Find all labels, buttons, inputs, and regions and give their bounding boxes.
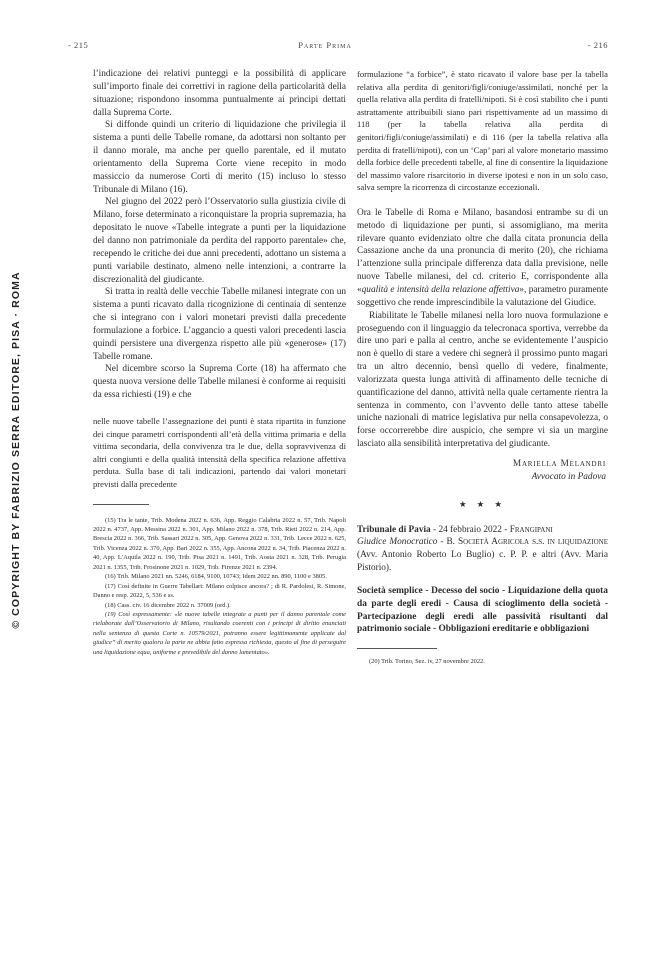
case-heading: Società semplice - Decesso del socio - Liquidazione della quota da parte degli eredi - Causa di scioglimento della società - Partecipazione degli eredi alle passività risultanti dal patrimonio sociale - Obbligazioni ereditarie e obbligazioni (357, 585, 608, 635)
body-paragraph: l’indicazione dei relativi punteggi e la possibilità di applicare sull’importo finale dei correttivi in ragione della particolarità della situazione; rispondono insomma puntualmente ai principi dettati dalla Suprema Corte. (93, 69, 346, 118)
right-column (357, 68, 608, 667)
case-citation: Tribunale di Pavia - 24 febbraio 2022 - Frangipani Giudice Monocratico - B. Società Agricola s.s. in liquidazione (Avv. Antonio Roberto Lo Buglio) c. P. P. e altri (Avv. Maria Pistorio). (357, 524, 608, 574)
page-number-right: - 216 (587, 40, 608, 50)
footnote-separator (93, 504, 149, 505)
author-signature (357, 458, 608, 484)
copyright-text: © COPYRIGHT BY FABRIZIO SERRA EDITORE, PISA · ROMA (10, 271, 22, 629)
page-number-left: - 215 (68, 40, 89, 50)
emphasis-text: qualità e intensità della relazione affettiva (361, 285, 520, 295)
footnote: (19) Così espressamente: «le nuove tabelle integrate a punti per il danno parentale come rielaborate dall’Osservatorio di Milano, risultando coerenti con i principi di diritto enunciati nella sentenza di questa Corte n. 10579/2021, potranno essere legittimamente applicate dal giudice” di merito qualora la parte ne abbia fatto espressa richiesta, questo al fine di perseguire una liquidazione equa, uniforme e prevedibile del danno lamentato». (93, 611, 346, 656)
footnote: (16) Trib. Milano 2021 nn. 5246, 6184, 9100, 10743; Idem 2022 nn. 890, 1100 e 3805. (105, 573, 327, 581)
case-judge: Frangipani (509, 524, 553, 535)
body-paragraph: Nel giugno del 2022 però l’Osservatorio sulla giustizia civile di Milano, forse determinato a riconquistare la propria supremazia, ha depositato le nuove «Tabelle integrate a punti per la liquidazione del danno non patrimoniale da perdita del rapporto parentale» che, recependo le critiche dei due anni precedenti, adottano un sistema a punti variabile destinato, almeno nelle intenzioni, a contrarre la discrezionalità del giudicante. (93, 197, 346, 285)
body-paragraph: Si diffonde quindi un criterio di liquidazione che privilegia il sistema a punti delle Tabelle romane, da adottarsi non soltanto per il danno morale, ma anche per quello parentale, ed il mutato orientamento della Suprema Corte viene recepito in modo massiccio da numerose Corti di merito (15) incluso lo stesso Tribunale di Milano (16). (93, 120, 346, 195)
block-quote-continued: formulazione “a forbice”, è stato ricavato il valore base per la tabella relativa alla perdita di genitori/figli/coniuge/assimilati, nonché per la quella relativa alla perdita di fratelli/nipoti. Si è così stabilito che i punti astrattamente attribuibili siano pari rispettivamente ad un massimo di 118 (per la tabella relativa alla perdita di genitori/figli/coniuge/assimilati) e di 116 (per la tabella relativa alla perdita di fratelli/nipoti), con un ‘Cap’ pari al valore monetario massimo della forbice delle precedenti tabelle, al fine di consentire la liquidazione del massimo valore risarcitorio in diverse ipotesi e non in un solo caso, salva sempre la ricorrenza di circostanze eccezionali. (357, 69, 608, 193)
copyright-vertical-strip (8, 250, 24, 650)
footnote-separator (357, 648, 437, 649)
left-column (93, 68, 346, 657)
body-paragraph: Si tratta in realtà delle vecchie Tabelle milanesi integrate con un sistema a punti ricavato dalla ricognizione di centinaia di sentenze che si integrano con i valori monetari previsti dalla precedente formulazione a forbice. L’aggancio a questi valori precedenti lascia quindi persistere una divergenza rispetto alle più «generose» (17) Tabelle romane. (93, 287, 346, 362)
footnote: (18) Cass. civ. 16 dicembre 2022 n. 37009 (ord.). (105, 601, 231, 609)
footnote: (15) Tra le tante, Trib. Modena 2022 n. 636, App. Reggio Calabria 2022 n. 57, Trib. Napoli 2022 n. 4737, App. Messina 2022 n. 301, App. Milano 2022 n. 378, Trib. Rieti 2022 n. 214, App. Brescia 2022 n. 366, Trib. Sassari 2022 n. 305, App. Genova 2022 n. 331, Trib. Lecce 2022 n. 625, Trib. Vicenza 2022 n. 370, App. Bari 2022 n. 355, App. Ancona 2022 n. 34, Trib. Piacenza 2022 n. 40, App. L’Aquila 2022 n. 190, Trib. Pisa 2021 n. 1491, Trib. Aosta 2021 n. 328, Trib. Perugia 2021 n. 1355, Trib. Frosinone 2021 n. 1029, Trib. Firenze 2021 n. 2394. (93, 516, 346, 571)
body-paragraph: Ora le Tabelle di Roma e Milano, basandosi entrambe su di un metodo di liquidazione per punti, si assomigliano, ma merita rilevare quanto evidenziato oltre che dalla citata pronuncia della Cassazione anche da una pronuncia di merito (20), che richiama l’attenzione sulla principale differenza data dalla previsione, nelle nuove Tabelle milanesi, del cd. criterio E, corrispondente alla «qualità e intensità della relazione affettiva», parametro puramente soggettivo che rende imprescindibile la valutazione del Giudice. (357, 207, 609, 308)
author-role: Avvocato in Padova (531, 471, 606, 482)
body-paragraph: Riabilitate le Tabelle milanesi nella loro nuova formulazione e proseguendo con il linguaggio da telecronaca sportiva, verrebbe da dire uno pari e palla al centro, anche se evidentemente l’auspicio non è quello di stare a vedere chi segnerà il prossimo punto magari tra un altro decennio, bensì quello di vedere, finalmente, valorizzata questa lunga attività di affinamento delle tecniche di quantificazione del danno, attività nella quale certamente rientra la sentenza in commento, con l’avvento delle tanto attese tabelle uniche nazionali di matrice legislativa pur nella consapevolezza, o forse occorrerebbe dire auspicio, che sempre vi sia un margine lasciato alla sensibilità interpretativa del giudicante. (357, 310, 608, 450)
case-court: Tribunale di Pavia (357, 524, 431, 535)
body-paragraph: Nel dicembre scorso la Suprema Corte (18) ha affermato che questa nuova versione delle Tabelle milanesi è conforme ai requisiti da essa richiesti (19) e che (93, 364, 346, 401)
footnote: (20) Trib. Torino, Sez. iv, 27 novembre 2022. (369, 658, 485, 666)
author-name: Mariella Melandri (512, 458, 606, 469)
section-stars: ★ ★ ★ (458, 498, 507, 509)
block-quote: nelle nuove tabelle l’assegnazione dei punti è stata ripartita in funzione dei cinque parametri corrispondenti all’età della vittima primaria e della vittima secondaria, della convivenza tra le due, della sopravvivenza di altri congiunti e della qualità intensità della specifica relazione affettiva perduta. Sulla base di tali indicazioni, partendo dai valori monetari previsti dalla precedente (93, 415, 346, 489)
running-head-title: Parte Prima (298, 40, 352, 50)
case-judge-role: Giudice Monocratico (357, 537, 438, 548)
footnote: (17) Così definite in Guerre Tabellari: Milano colpisce ancora? ; di R. Pardolesi, R. Simone, Danno e resp. 2022, 5, 536 e ss. (93, 582, 346, 600)
